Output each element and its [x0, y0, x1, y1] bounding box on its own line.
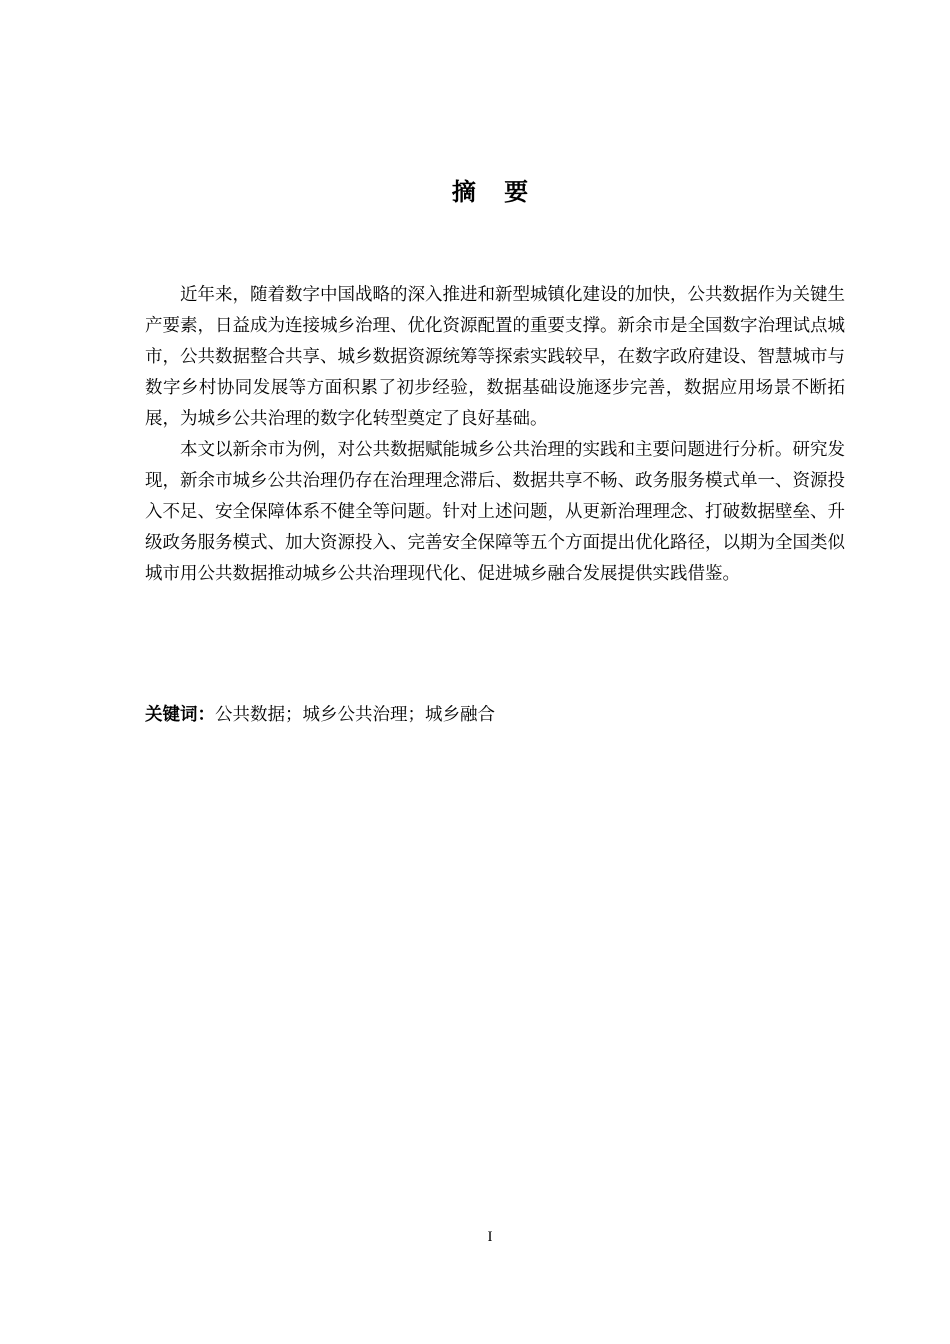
- abstract-paragraph-2: 本文以新余市为例，对公共数据赋能城乡公共治理的实践和主要问题进行分析。研究发现，新余市城乡公共治理仍存在治理理念滞后、数据共享不畅、政务服务模式单一、资源投入不足、安全保障体系不健全等问题。针对上述问题，从更新治理理念、打破数据壁垒、升级政务服务模式、加大资源投入、完善安全保障等五个方面提出优化路径，以期为全国类似城市用公共数据推动城乡公共治理现代化、促进城乡融合发展提供实践借鉴。: [145, 440, 845, 584]
- page-number: I: [487, 1229, 493, 1245]
- keywords-label: 关键词：: [145, 705, 215, 725]
- abstract-title: 摘 要: [451, 178, 539, 206]
- keywords-line: [145, 700, 845, 730]
- abstract-paragraph-1: 近年来，随着数字中国战略的深入推进和新型城镇化建设的加快，公共数据作为关键生产要素，日益成为连接城乡治理、优化资源配置的重要支撑。新余市是全国数字治理试点城市，公共数据整合共享、城乡数据资源统筹等探索实践较早，在数字政府建设、智慧城市与数字乡村协同发展等方面积累了初步经验，数据基础设施逐步完善，数据应用场景不断拓展，为城乡公共治理的数字化转型奠定了良好基础。: [145, 285, 845, 429]
- abstract-body: [145, 280, 845, 590]
- keywords-value: 公共数据；城乡公共治理；城乡融合: [215, 705, 495, 725]
